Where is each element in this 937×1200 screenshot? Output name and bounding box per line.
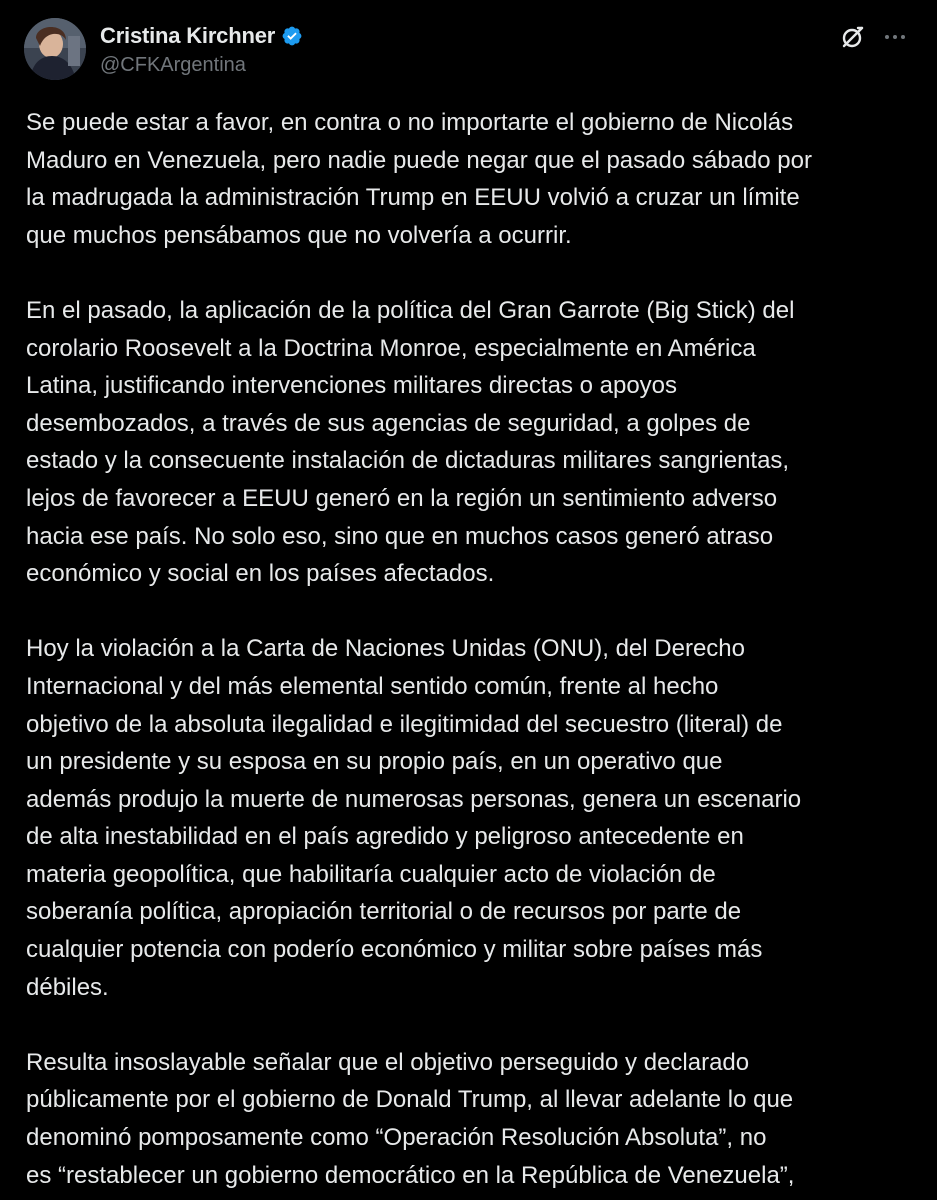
- more-icon[interactable]: [882, 24, 908, 50]
- verified-badge-icon: [281, 25, 303, 47]
- grok-icon[interactable]: [840, 24, 866, 50]
- author-names: [100, 22, 303, 77]
- post-header: [24, 18, 914, 84]
- avatar-image: [24, 18, 86, 80]
- post-text: [26, 104, 910, 1200]
- handle[interactable]: @CFKArgentina: [100, 54, 246, 76]
- post-paragraph-1: Se puede estar a favor, en contra o no importarte el gobierno de Nicolás Maduro en Venezuela, pero nadie puede negar que el pasado sábado por la madrugada la administración Trump en EEUU volvió a cruzar un límite que muchos pensábamos que no volvería a ocurrir.: [26, 109, 812, 249]
- post-paragraph-4: Resulta insoslayable señalar que el objetivo perseguido y declarado públicamente por el gobierno de Donald Trump, al llevar adelante lo que denominó pomposamente como “Operación Resolución Absoluta”, no es “restablecer un gobierno democrático en la República de Venezuela”,: [26, 1048, 795, 1189]
- post-paragraph-3: Hoy la violación a la Carta de Naciones Unidas (ONU), del Derecho Internacional y del más elemental sentido común, frente al hecho objetivo de la absoluta ilegalidad e ilegitimidad del secuestro (literal) de un presidente y su esposa en su propio país, en un operativo que además produjo la muerte de numerosas personas, genera un escenario de alta inestabilidad en el país agredido y peligroso antecedente en materia geopolítica, que habilitaría cualquier acto de violación de soberanía política, apropiación territorial o de recursos por parte de cualquier potencia con poderío económico y militar sobre países más débiles.: [26, 635, 802, 1001]
- display-name[interactable]: Cristina Kirchner: [100, 23, 276, 48]
- post-paragraph-2: En el pasado, la aplicación de la política del Gran Garrote (Big Stick) del corolario Roosevelt a la Doctrina Monroe, especialmente en América Latina, justificando intervenciones militares directas o apoyos desembozados, a través de sus agencias de seguridad, a golpes de estado y la consecuente instalación de dictaduras militares sangrientas, lejos de favorecer a EEUU generó en la región un sentimiento adverso hacia ese país. No solo eso, sino que en muchos casos generó atraso económico y social en los países afectados.: [26, 296, 795, 588]
- avatar[interactable]: [24, 18, 86, 80]
- display-name-row: [100, 22, 303, 50]
